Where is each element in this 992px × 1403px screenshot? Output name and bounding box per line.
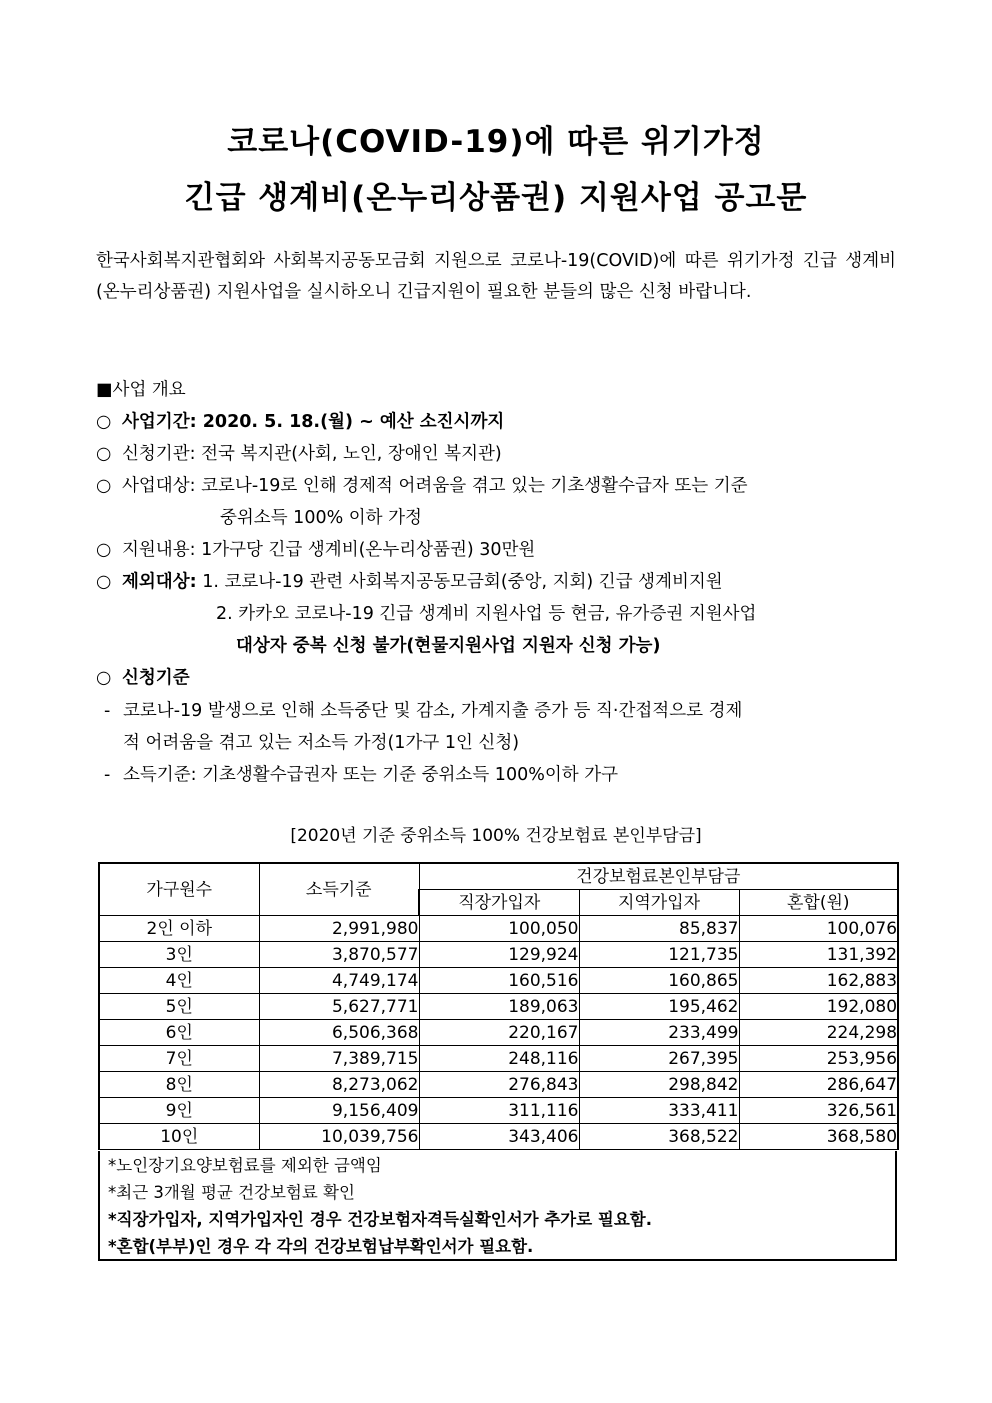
cell-income: 4,749,174 — [259, 968, 419, 994]
circle-bullet-icon: ○ — [96, 476, 112, 496]
exclusion-label: 제외대상: — [122, 572, 197, 592]
table-row — [99, 942, 898, 968]
period-label: 사업기간: — [122, 412, 197, 432]
table-row — [99, 1124, 898, 1150]
cell-income: 10,039,756 — [259, 1124, 419, 1150]
note-4: *혼합(부부)인 경우 각 각의 건강보험납부확인서가 필요함. — [108, 1237, 534, 1256]
cell-regional: 233,499 — [579, 1020, 739, 1046]
header-employee: 직장가입자 — [419, 890, 579, 916]
table-row — [99, 968, 898, 994]
note-3: *직장가입자, 지역가입자인 경우 건강보험자격득실확인서가 추가로 필요함. — [108, 1210, 652, 1229]
cell-income: 7,389,715 — [259, 1046, 419, 1072]
header-household: 가구원수 — [99, 863, 259, 916]
criteria-item2: 소득기준: 기초생활수급권자 또는 기준 중위소득 100%이하 가구 — [123, 765, 619, 785]
cell-mixed: 224,298 — [739, 1020, 898, 1046]
cell-household: 5인 — [99, 994, 259, 1020]
exclusion-row — [96, 570, 723, 594]
table-row — [99, 994, 898, 1020]
table-caption: [2020년 기준 중위소득 100% 건강보험료 본인부담금] — [290, 826, 702, 846]
header-income: 소득기준 — [259, 863, 419, 916]
page-title-line1: 코로나(COVID-19)에 따른 위기가정 — [227, 124, 765, 160]
cell-employee: 160,516 — [419, 968, 579, 994]
cell-employee: 189,063 — [419, 994, 579, 1020]
cell-mixed: 100,076 — [739, 916, 898, 942]
table-notes — [98, 1151, 897, 1261]
circle-bullet-icon: ○ — [96, 412, 112, 432]
table-body — [99, 916, 898, 1150]
support-row — [96, 538, 535, 562]
cell-mixed: 368,580 — [739, 1124, 898, 1150]
circle-bullet-icon: ○ — [96, 540, 112, 560]
cell-household: 4인 — [99, 968, 259, 994]
exclusion-item2: 2. 카카오 코로나-19 긴급 생계비 지원사업 등 현금, 유가증권 지원사업 — [216, 604, 757, 624]
cell-household: 10인 — [99, 1124, 259, 1150]
cell-regional: 298,842 — [579, 1072, 739, 1098]
cell-employee: 129,924 — [419, 942, 579, 968]
target-value-line2: 중위소득 100% 이하 가정 — [220, 508, 422, 528]
period-row — [96, 410, 504, 434]
criteria-item2-dash: - — [104, 765, 111, 785]
header-mixed: 혼합(원) — [739, 890, 898, 916]
target-row — [96, 474, 896, 498]
criteria-heading — [96, 666, 190, 690]
criteria-label: 신청기준 — [122, 668, 190, 688]
circle-bullet-icon: ○ — [96, 668, 112, 688]
cell-regional: 195,462 — [579, 994, 739, 1020]
support-value: 1가구당 긴급 생계비(온누리상품권) 30만원 — [201, 540, 536, 560]
cell-income: 5,627,771 — [259, 994, 419, 1020]
cell-regional: 121,735 — [579, 942, 739, 968]
cell-employee: 276,843 — [419, 1072, 579, 1098]
cell-mixed: 326,561 — [739, 1098, 898, 1124]
cell-regional: 368,522 — [579, 1124, 739, 1150]
cell-regional: 85,837 — [579, 916, 739, 942]
exclusion-item1: 1. 코로나-19 관련 사회복지공동모금회(중앙, 지회) 긴급 생계비지원 — [202, 572, 723, 592]
table-row — [99, 1072, 898, 1098]
overview-heading: ■사업 개요 — [96, 380, 186, 400]
table-row — [99, 916, 898, 942]
table-row — [99, 1020, 898, 1046]
page-title-line2: 긴급 생계비(온누리상품권) 지원사업 공고문 — [184, 180, 808, 216]
cell-household: 2인 이하 — [99, 916, 259, 942]
agency-row — [96, 442, 502, 466]
cell-income: 6,506,368 — [259, 1020, 419, 1046]
cell-mixed: 253,956 — [739, 1046, 898, 1072]
header-premium-group: 건강보험료본인부담금 — [419, 863, 898, 890]
income-table — [98, 862, 899, 1150]
intro-paragraph: 한국사회복지관협회와 사회복지공동모금회 지원으로 코로나-19(COVID)에 따른 위기가정 긴급 생계비(온누리상품권) 지원사업을 실시하오니 긴급지원이 필요한 분들의 많은 신청 바랍니다. — [96, 251, 896, 302]
table-row — [99, 1046, 898, 1072]
note-1: *노인장기요양보험료를 제외한 금액임 — [108, 1156, 382, 1175]
circle-bullet-icon: ○ — [96, 572, 112, 592]
cell-mixed: 192,080 — [739, 994, 898, 1020]
criteria-item1-dash: - — [104, 701, 111, 721]
cell-household: 3인 — [99, 942, 259, 968]
criteria-item1-line1: 코로나-19 발생으로 인해 소득중단 및 감소, 가계지출 증가 등 직·간접적으로 경제 — [123, 701, 743, 721]
cell-income: 3,870,577 — [259, 942, 419, 968]
cell-regional: 333,411 — [579, 1098, 739, 1124]
cell-income: 8,273,062 — [259, 1072, 419, 1098]
cell-mixed: 286,647 — [739, 1072, 898, 1098]
cell-regional: 160,865 — [579, 968, 739, 994]
cell-employee: 248,116 — [419, 1046, 579, 1072]
agency-value: 전국 복지관(사회, 노인, 장애인 복지관) — [201, 444, 502, 464]
cell-employee: 220,167 — [419, 1020, 579, 1046]
note-2: *최근 3개월 평균 건강보험료 확인 — [108, 1183, 355, 1202]
cell-household: 7인 — [99, 1046, 259, 1072]
cell-income: 2,991,980 — [259, 916, 419, 942]
cell-employee: 343,406 — [419, 1124, 579, 1150]
period-value: 2020. 5. 18.(월) ~ 예산 소진시까지 — [202, 412, 505, 432]
cell-household: 6인 — [99, 1020, 259, 1046]
table-row — [99, 1098, 898, 1124]
cell-employee: 311,116 — [419, 1098, 579, 1124]
circle-bullet-icon: ○ — [96, 444, 112, 464]
cell-regional: 267,395 — [579, 1046, 739, 1072]
target-label: 사업대상: — [122, 476, 196, 496]
cell-mixed: 162,883 — [739, 968, 898, 994]
cell-household: 8인 — [99, 1072, 259, 1098]
header-regional: 지역가입자 — [579, 890, 739, 916]
target-value-line1: 코로나-19로 인해 경제적 어려움을 겪고 있는 기초생활수급자 또는 기준 — [201, 476, 748, 496]
cell-mixed: 131,392 — [739, 942, 898, 968]
cell-employee: 100,050 — [419, 916, 579, 942]
exclusion-note: 대상자 중복 신청 불가(현물지원사업 지원자 신청 가능) — [236, 636, 661, 656]
support-label: 지원내용: — [122, 540, 196, 560]
cell-household: 9인 — [99, 1098, 259, 1124]
agency-label: 신청기관: — [122, 444, 196, 464]
cell-income: 9,156,409 — [259, 1098, 419, 1124]
criteria-item1-line2: 적 어려움을 겪고 있는 저소득 가정(1가구 1인 신청) — [123, 733, 520, 753]
